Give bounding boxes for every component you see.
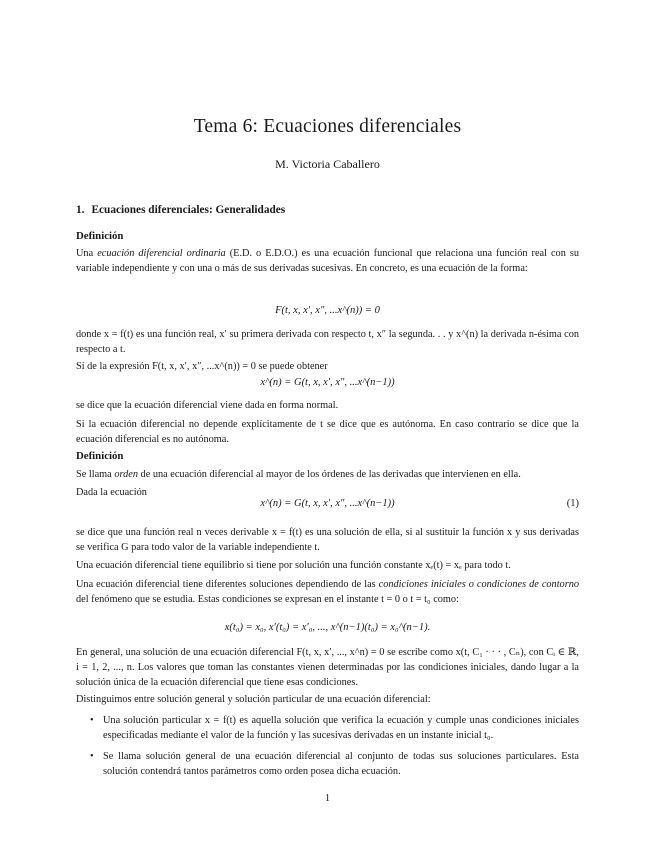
bullet-icon: •	[90, 715, 94, 726]
term-ordinary-de: ecuación diferencial ordinaria	[97, 248, 226, 259]
text-run: (E.D. o E.D.O.) es una ecuación funcional que relaciona una función real con su variable independiente y con una o más de sus derivadas sucesivas. En concreto, es una ecuación de la forma:	[76, 248, 580, 274]
def1-paragraph-2: donde x = f(t) es una función real, x′ su primera derivada con respecto t, x″ la segunda. . . y x^(n) la derivada n-ésima con respecto a t.	[76, 329, 579, 355]
equation-number-1: (1)	[566, 498, 579, 509]
section-heading	[76, 204, 285, 216]
section-number: 1.	[76, 204, 85, 216]
def2-paragraph-1	[76, 467, 579, 482]
text-run: del fenómeno que se estudia. Estas condiciones se expresan en el instante t = 0 o t = t₀ como:	[76, 594, 459, 605]
def1-paragraph-3: Si de la expresión F(t, x, x′, x″, ...x^(n)) = 0 se puede obtener	[76, 361, 328, 372]
equation-general-form: F(t, x, x′, x″, ...x^(n)) = 0	[275, 305, 380, 316]
bullet-icon: •	[90, 751, 94, 762]
def2-paragraph-5	[76, 577, 579, 607]
text-run: Se llama	[76, 469, 115, 480]
def2-paragraph-2: Dada la ecuación	[76, 487, 147, 498]
page-number: 1	[324, 793, 331, 804]
equation-normal-form: x^(n) = G(t, x, x′, x″, ...x^(n−1))	[260, 377, 395, 388]
term-initial-conditions: condiciones iniciales o condiciones de contorno	[378, 579, 580, 590]
def2-paragraph-7: Distinguimos entre solución general y solución particular de una ecuación diferencial:	[76, 694, 431, 705]
author-name: M. Victoria Caballero	[275, 157, 380, 171]
page-title: Tema 6: Ecuaciones diferenciales	[193, 116, 462, 137]
equation-initial-conditions: x(t₀) = x₀, x′(t₀) = x′₀, ..., x^(n−1)(t₀) = x₀^(n−1).	[224, 622, 431, 633]
def2-paragraph-6: En general, una solución de una ecuación diferencial F(t, x, x′, ..., x^n) = 0 se escribe como x(t, C₁ · · · , Cₙ), con Cᵢ ∈ ℝ, i = 1, 2, ..., n. Los valores que toman las constantes vienen determinadas por las condiciones iniciales, dando lugar a la solución única de la ecuación diferencial que tiene esas condiciones.	[76, 647, 579, 688]
definition-heading-1: Definición	[76, 230, 124, 242]
list-item	[76, 749, 579, 779]
term-order: orden	[114, 469, 138, 480]
def1-paragraph-5: Si la ecuación diferencial no depende explícitamente de t se dice que es autónoma. En caso contrario se dice que la ecuación diferencial es no autónoma.	[76, 419, 579, 445]
def1-paragraph-4: se dice que la ecuación diferencial viene dada en forma normal.	[76, 400, 339, 411]
list-item	[76, 713, 579, 743]
def2-paragraph-3: se dice que una función real n veces derivable x = f(t) es una solución de ella, si al sustituir la función x y sus derivadas se verifica G para todo valor de la variable independiente t.	[76, 527, 579, 553]
list-item-text: Se llama solución general de una ecuación diferencial al conjunto de todas sus soluciones particulares. Esta solución contendrá tantos parámetros como orden posea dicha ecuación.	[103, 751, 579, 777]
text-run: de una ecuación diferencial al mayor de los órdenes de las derivadas que intervienen en ella.	[137, 469, 521, 480]
text-run: Una	[76, 248, 98, 259]
solution-types-list	[76, 713, 579, 785]
list-item-text: Una solución particular x = f(t) es aquella solución que verifica la ecuación y cumple unas condiciones iniciales especificadas mediante el valor de la función y las sucesivas derivadas en un instante inicial t₀.	[103, 715, 579, 741]
section-title: Ecuaciones diferenciales: Generalidades	[91, 204, 286, 216]
definition-heading-2: Definición	[76, 450, 124, 462]
def2-paragraph-4: Una ecuación diferencial tiene equilibrio si tiene por solución una función constante xₑ(t) = xₑ para todo t.	[76, 560, 511, 571]
text-run: Una ecuación diferencial tiene diferentes soluciones dependiendo de las	[76, 579, 379, 590]
equation-1: x^(n) = G(t, x, x′, x″, ...x^(n−1))	[260, 498, 395, 509]
def1-paragraph-1	[76, 246, 579, 276]
